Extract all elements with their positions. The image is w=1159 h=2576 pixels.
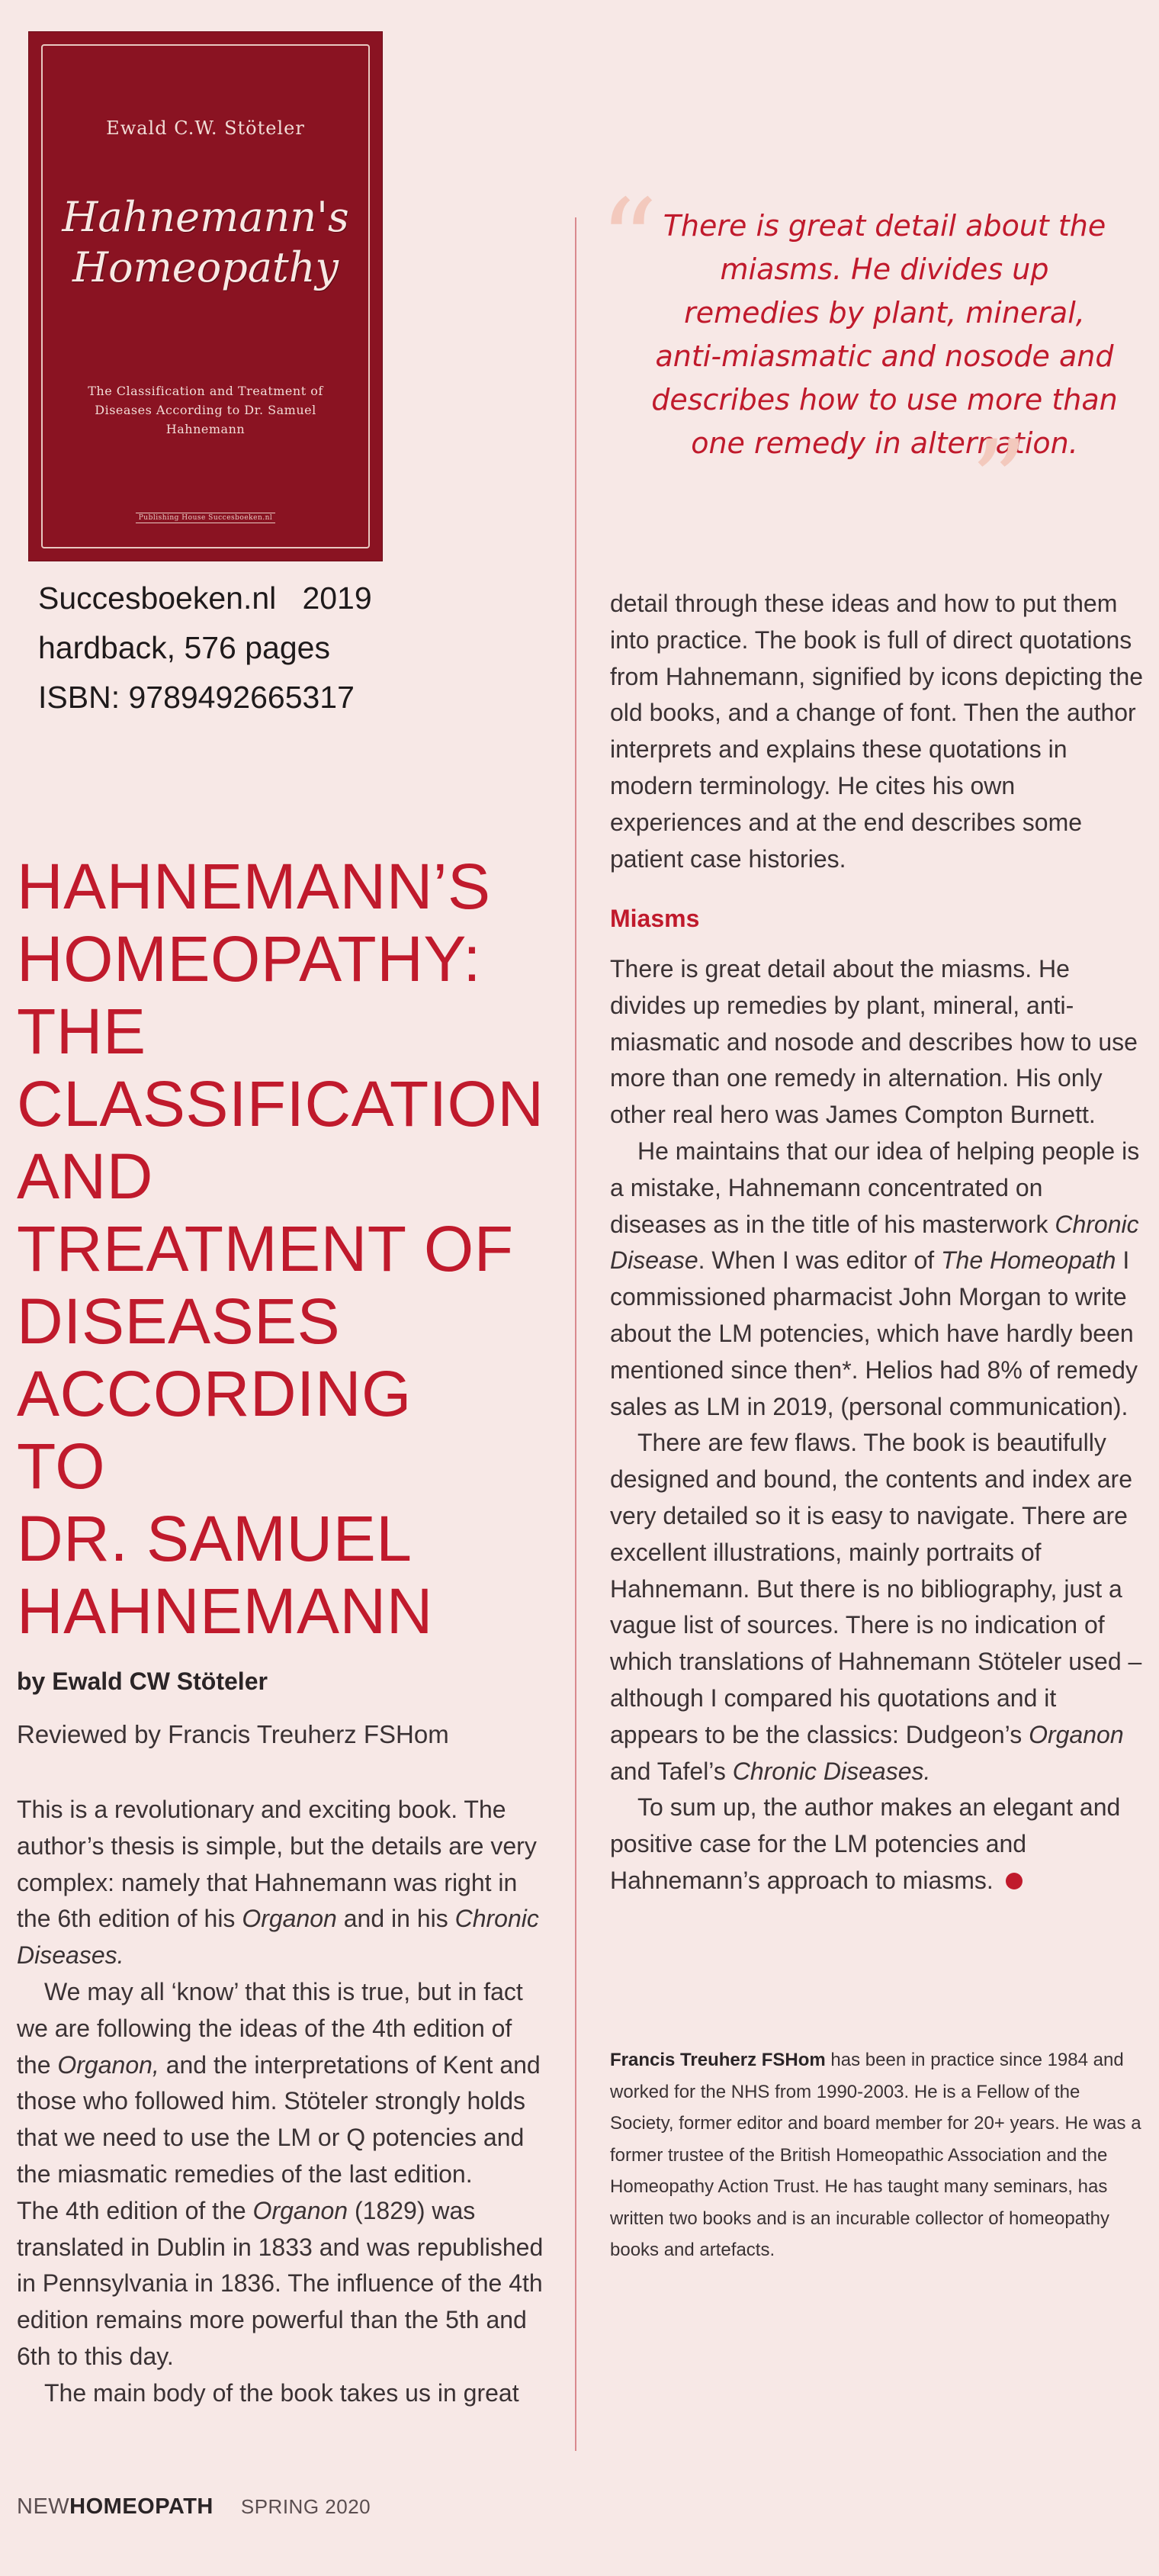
close-quote-mark: ” <box>970 416 1029 549</box>
left-column-body <box>17 1792 551 2412</box>
footer-issue: SPRING 2020 <box>240 2495 371 2518</box>
text-run: The 4th edition of the <box>17 2196 253 2224</box>
paragraph: detail through these ideas and how to put them into practice. The book is full of direct quotations from Hahnemann, signified by icons depicting the old books, and a change of font. Then the author interprets and explains these quotations in modern terminology. He cites his own experiences and at the end describes some patient case histories. <box>610 590 1144 873</box>
title-line: HOMEOPATHY: <box>17 923 482 995</box>
page-footer <box>17 2494 371 2520</box>
reviewer: Reviewed by Francis Treuherz FSHom <box>17 1720 449 1748</box>
column-divider <box>575 217 576 2451</box>
text-run: . When I was editor of <box>698 1246 941 1275</box>
cover-publisher <box>29 514 382 522</box>
italic-run: Organon, <box>57 2050 159 2079</box>
title-line: AND <box>17 1140 153 1212</box>
text-run: I commissioned pharmacist John Morgan to write about the LM potencies, which have hardly been mentioned since then*. Helios had 8% of remedy sales as LM in 2019, (personal communication). <box>610 1246 1138 1420</box>
title-line: TREATMENT OF <box>17 1213 514 1285</box>
publication-info <box>38 574 372 722</box>
open-quote-mark: “ <box>599 175 658 308</box>
title-line: HAHNEMANN’S <box>17 851 491 922</box>
text-run: and in his <box>336 1905 455 1933</box>
paragraph <box>610 1134 1144 1425</box>
end-mark-icon <box>1006 1873 1023 1889</box>
italic-run: Chronic Disease <box>610 1210 1139 1275</box>
paragraph: There is great detail about the miasms. He divides up remedies by plant, mineral, anti-miasmatic and nosode and describes how to use more than one remedy in alternation. His only other real hero was James Compton Burnett. <box>610 955 1138 1129</box>
cover-title-line: Homeopathy <box>72 243 339 291</box>
text-run: To sum up, the author makes an elegant and positive case for the LM potencies and Hahnemann’s approach to miasms. <box>610 1793 1121 1894</box>
paragraph <box>17 1792 551 1974</box>
footer-brand-new: NEW <box>17 2494 70 2519</box>
cover-author: Ewald C.W. Stöteler <box>106 117 305 139</box>
title-line: HAHNEMANN <box>17 1575 433 1647</box>
title-line: DISEASES <box>17 1285 341 1357</box>
right-column-intro <box>610 586 1144 877</box>
text-run: and the interpretations of Kent and those who followed him. Stöteler strongly holds that we need to use the LM or Q potencies and the miasmatic remedies of the last edition. <box>17 2050 541 2188</box>
author-bio <box>610 2044 1144 2266</box>
italic-run: The Homeopath <box>940 1246 1116 1275</box>
title-line: THE <box>17 995 146 1067</box>
article-title <box>17 851 558 1648</box>
paragraph <box>610 1425 1144 1790</box>
italic-run: Organon <box>252 2196 348 2224</box>
text-run: We may all ‘know’ that this is true, but in fact we are following the ideas of the 4th edition of the <box>17 1977 523 2079</box>
italic-run: Chronic Diseases. <box>732 1757 931 1785</box>
footer-brand-homeopath: HOMEOPATH <box>69 2494 214 2519</box>
title-line: CLASSIFICATION <box>17 1068 544 1140</box>
title-line: DR. SAMUEL <box>17 1503 413 1574</box>
format-pages: hardback, 576 pages <box>38 630 330 665</box>
text-run: He maintains that our idea of helping people is a mistake, Hahnemann concentrated on diseases as in the title of his masterwork <box>610 1137 1140 1238</box>
isbn: ISBN: 9789492665317 <box>38 680 355 715</box>
text-run: (1829) was translated in Dublin in 1833 and was republished in Pennsylvania in 1836. The influence of the 4th edition remains more powerful than the 5th and 6th to this day. <box>17 2196 544 2370</box>
text-run: and Tafel’s <box>610 1757 733 1785</box>
cover-subtitle: The Classification and Treatment of Diseases According to Dr. Samuel Hahnemann <box>88 384 323 436</box>
cover-publisher-label: Publishing House Succesboeken.nl <box>136 513 276 523</box>
cover-title <box>29 192 382 293</box>
title-line: TO <box>17 1430 106 1502</box>
bio-name: Francis Treuherz FSHom <box>610 2050 826 2070</box>
italic-run: Chronic Diseases. <box>17 1905 539 1970</box>
right-column-body <box>610 951 1144 1899</box>
byline: by Ewald CW Stöteler <box>17 1667 268 1695</box>
title-line: ACCORDING <box>17 1358 412 1430</box>
bio-text: has been in practice since 1984 and worked for the NHS from 1990-2003. He is a Fellow of the Society, former editor and board member for 20+ years. He was a former trustee of the British Homeopathic Association and the Homeopathy Action Trust. He has taught many seminars, has written two books and is an incurable collector of homeopathy books and artefacts. <box>610 2050 1141 2260</box>
paragraph: The main body of the book takes us in great <box>44 2378 519 2407</box>
cover-title-line: Hahnemann's <box>62 193 349 241</box>
paragraph <box>17 1974 551 2193</box>
paragraph <box>610 1790 1144 1899</box>
text-run: There are few flaws. The book is beautifully designed and bound, the contents and index are very detailed so it is easy to navigate. There are excellent illustrations, mainly portraits of Hahnemann. But there is no bibliography, just a vague list of sources. There is no indication of which translations of Hahnemann Stöteler used – although I compared his quotations and it appears to be the classics: Dudgeon’s <box>610 1429 1142 1748</box>
pull-quote: There is great detail about the miasms. He divides up remedies by plant, mineral, anti-miasmatic and nosode and describes how to use more than one remedy in alternation. <box>651 209 1118 460</box>
publisher-year: Succesboeken.nl 2019 <box>38 580 372 616</box>
italic-run: Organon <box>242 1905 337 1933</box>
book-cover <box>29 32 382 561</box>
paragraph <box>17 2193 551 2375</box>
text-run: This is a revolutionary and exciting book. The author’s thesis is simple, but the details are very complex: namely that Hahnemann was right in the 6th edition of his <box>17 1796 537 1933</box>
section-heading-miasms: Miasms <box>610 905 700 932</box>
italic-run: Organon <box>1029 1720 1124 1748</box>
